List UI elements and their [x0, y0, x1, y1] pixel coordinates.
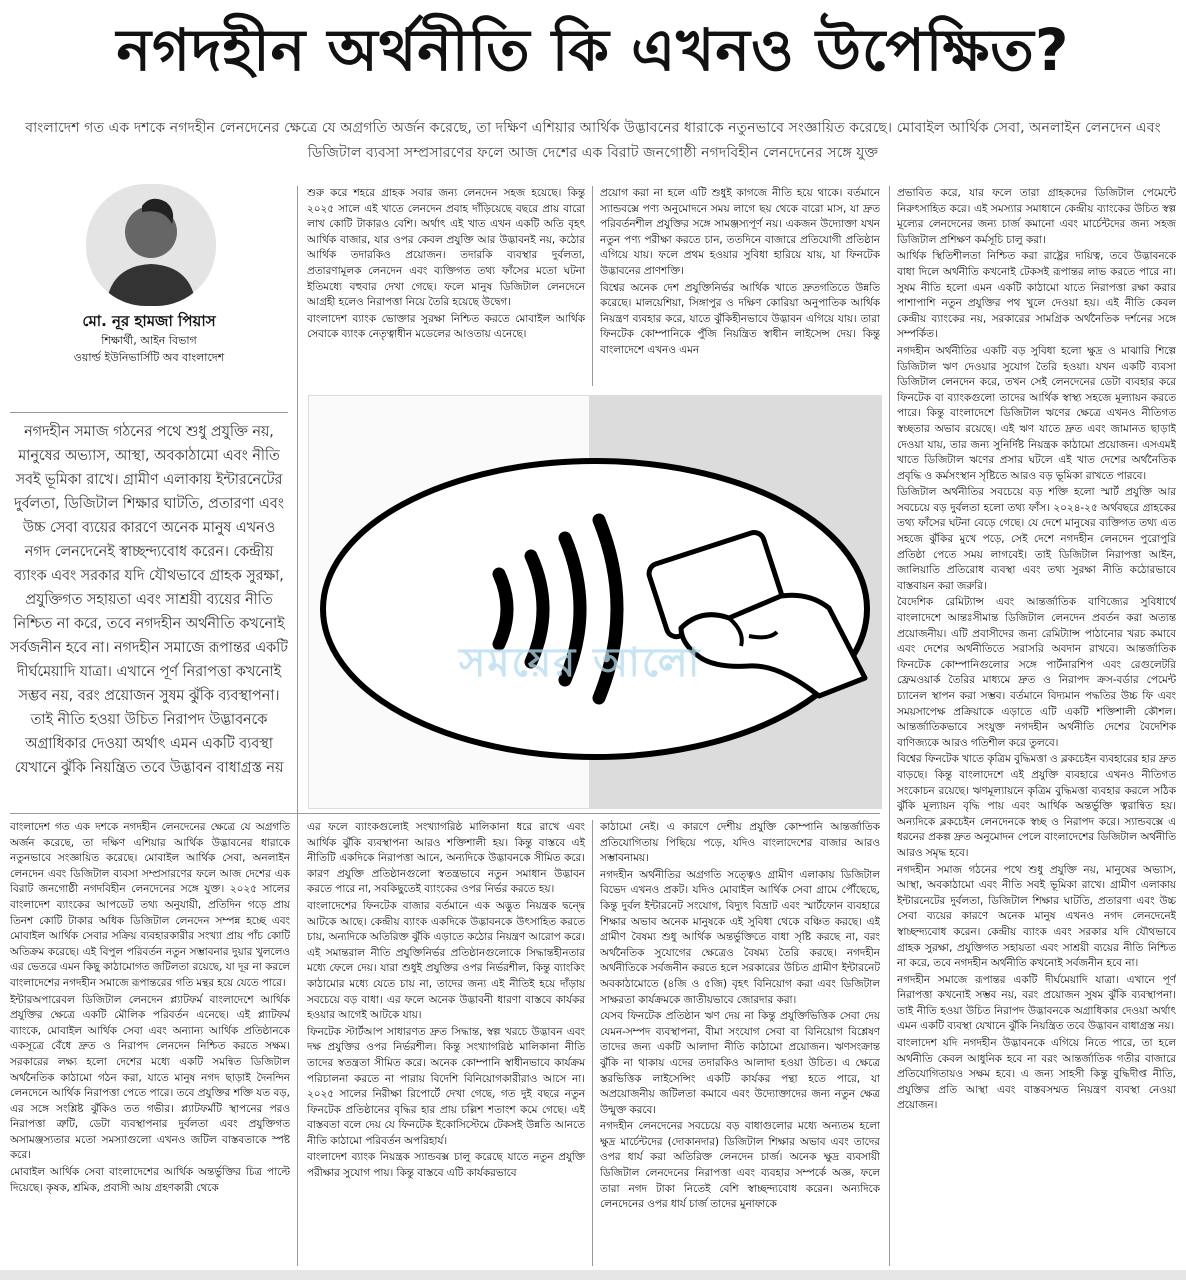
person-icon — [86, 184, 216, 306]
paragraph: বিশ্বের ফিনটেক খাতে কৃত্রিম বুদ্ধিমত্তা ও ব্লকচেইন ব্যবহারের হার দ্রুত বাড়ছে। কিন্তু বাংলাদেশে এই প্রযুক্তি ব্যবহারে এখনও নীতিগত সংকোচন রয়েছে। ঋণমূল্যায়নে কৃত্রিম বুদ্ধিমত্তা ব্যবহার করলে সঠিক ঝুঁকি মূল্যায়ন বৃদ্ধি পায় এবং আর্থিক অন্তর্ভুক্তি ত্বরান্বিত হয়। অন্যদিকে ব্লকচেইন লেনদেনকে স্বচ্ছ ও নিরাপদ করে। স্যান্ডবক্সে এ ধরনের প্রকল্প দ্রুত অনুমোদন পেলে বাংলাদেশের ডিজিটাল অর্থনীতি আরও সমৃদ্ধ হবে। — [897, 753, 1176, 859]
author-institution: ওয়ার্ল্ড ইউনিভার্সিটি অব বাংলাদেশ — [73, 351, 225, 364]
paragraph: আর্থিক স্থিতিশীলতা নিশ্চিত করা রাষ্ট্রের দায়িত্ব, তবে উদ্ভাবনকে বাধা দিলে অর্থনীতি কখনোই টেকসই রূপান্তর লাভ করতে পারে না। সুষম নীতি হলো এমন একটি কাঠামো যাতে নিরাপত্তা রক্ষা করার পাশাপাশি নতুন প্রযুক্তির পথ খুলে দেওয়া হয়। এই নীতি কেবল কেন্দ্রীয় ব্যাংকের নয়, সরকারের সামগ্রিক অর্থনৈতিক দর্শনের সঙ্গে সম্পর্কিত। — [897, 250, 1176, 341]
watermark: সময়ের আলো — [459, 640, 702, 686]
column-2-top — [307, 186, 585, 386]
paragraph: প্রভাবিত করে, যার ফলে তারা গ্রাহকদের ডিজিটাল পেমেন্টে নিরুৎসাহিত করে। এই সমস্যার সমাধানে কেন্দ্রীয় ব্যাংকের উচিত স্বল্প মূল্যের লেনদেনের জন্য চার্জ কমানো এবং মার্চেন্টদের জন্য সহজ ডিজিটাল প্রশিক্ষণ কর্মসূচি চালু করা। — [897, 187, 1176, 246]
paragraph: যেসব ফিনটেক প্রতিষ্ঠান ঋণ দেয় না কিন্তু প্রযুক্তিভিত্তিক সেবা দেয় যেমন-সম্পদ ব্যবস্থাপনা, বীমা সংযোগ সেবা বা বিনিয়োগ বিশ্লেষণ তাদের জন্য একটি আলাদা নীতি কাঠামো প্রয়োজন। ঋণসংক্রান্ত ঝুঁকি না থাকায় এদের তদারকিও আলাদা হওয়া উচিত। এ ক্ষেত্রে স্তরভিত্তিক লাইসেন্সিং একটি কার্যকর পন্থা হতে পারে, যা অপ্রয়োজনীয় জটিলতা কমাবে এবং উদ্যোক্তাদের জন্য নতুন ক্ষেত্র উন্মুক্ত করবে। — [600, 1010, 880, 1116]
paragraph: প্রয়োগ করা না হলে এটি শুধুই কাগজে নীতি হয়ে থাকে। বর্তমানে স্যান্ডবক্সে পণ্য অনুমোদনে সময় লাগে ছয় থেকে বারো মাস, যা দ্রুত পরিবর্তনশীল প্রযুক্তির সঙ্গে সামঞ্জস্যপূর্ণ নয়। একজন উদ্যোক্তা যখন নতুন পণ্য পরীক্ষা করতে চান, ততদিনে বাজারে প্রতিযোগী প্রতিষ্ঠান এগিয়ে যায়। ফলে প্রথম হওয়ার সুবিধা হারিয়ে যায়, যা ফিনটেক উদ্ভাবনের প্রাণশক্তি। — [600, 187, 880, 277]
headline: নগদহীন অর্থনীতি কি এখনও উপেক্ষিত? — [116, 15, 1070, 84]
column-4 — [897, 186, 1176, 1266]
paragraph: বিশ্বের অনেক দেশ প্রযুক্তিনির্ভর আর্থিক খাতে দ্রুতগতিতে উন্নতি করেছে। মালয়েশিয়া, সিঙ্গাপুর ও দক্ষিণ কোরিয়া অনুপাতিক আর্থিক নিয়ন্ত্রণ ব্যবহার করে, যাতে ঝুঁকিহীনভাবে উদ্ভাবন এগিয়ে যায়। তারা ফিনটেক কোম্পানিকে পুঁজি নিয়ন্ত্রিত স্বাধীন লাইসেন্স দেয়। কিন্তু বাংলাদেশে এখনও এমন — [600, 281, 880, 356]
author-avatar — [86, 184, 216, 306]
column-3-bottom — [600, 820, 880, 1268]
author-role: শিক্ষার্থী, আইন বিভাগ — [101, 334, 197, 347]
author-box — [10, 180, 288, 405]
author-name: মো. নূর হামজা পিয়াস — [82, 312, 216, 330]
paragraph: শুরু করে শহরে গ্রাহক সবার জন্য লেনদেন সহজ হয়েছে। কিন্তু ২০২৫ সালে এই খাতে লেনদেন প্রবাহ দাঁড়িয়েছে বছরে প্রায় বারো লাখ কোটি টাকারও বেশি। অর্থাৎ এই খাত এখন একটি অতি বৃহৎ আর্থিক বাজার, যার ওপর কেবল প্রযুক্তি আর উদ্ভাবনই নয়, কঠোর আর্থিক তদারকিও প্রয়োজন। তদারকি ব্যবস্থার দুর্বলতা, প্রতারণামূলক লেনদেন এবং ব্যক্তিগত তথ্য ফাঁসের মতো ঘটনা ইতিমধ্যে বহুবার দেখা গেছে। ফলে মানুষ ডিজিটাল লেনদেনে আগ্রহী হলেও নিরাপত্তা নিয়ে তৈরি হয়েছে উদ্বেগ। — [307, 187, 585, 309]
pullquote: নগদহীন সমাজ গঠনের পথে শুধু প্রযুক্তি নয়, মানুষের অভ্যাস, আস্থা, অবকাঠামো এবং নীতি সবই ভূমিকা রাখে। গ্রামীণ এলাকায় ইন্টারনেটের দুর্বলতা, ডিজিটাল শিক্ষার ঘাটতি, প্রতারণা এবং উচ্চ সেবা ব্যয়ের কারণে অনেক মানুষ এখনও নগদ লেনদেনেই স্বাচ্ছন্দ্যবোধ করেন। কেন্দ্রীয় ব্যাংক এবং সরকার যদি যৌথভাবে গ্রাহক সুরক্ষা, প্রযুক্তিগত সহায়তা এবং সাশ্রয়ী ব্যয়ের নীতি নিশ্চিত না করে, তবে নগদহীন অর্থনীতি কখনোই সর্বজনীন হবে না। নগদহীন সমাজে রূপান্তর একটি দীর্ঘমেয়াদি যাত্রা। এখানে পূর্ণ নিরাপত্তা কখনোই সম্ভব নয়, বরং প্রয়োজন সুষম ঝুঁকি ব্যবস্থাপনা। তাই নীতি হওয়া উচিত নিরাপদ উদ্ভাবনকে অগ্রাধিকার দেওয়া অর্থাৎ এমন একটি ব্যবস্থা যেখানে ঝুঁকি নিয়ন্ত্রিত তবে উদ্ভাবন বাধাগ্রস্ত নয় — [10, 424, 288, 776]
divider — [10, 813, 880, 814]
contactless-icon — [309, 396, 881, 808]
paragraph: নগদহীন সমাজে রূপান্তর একটি দীর্ঘমেয়াদি যাত্রা। এখানে পূর্ণ নিরাপত্তা কখনোই সম্ভব নয়, বরং প্রয়োজন সুষম ঝুঁকি ব্যবস্থাপনা। তাই নীতি হওয়া উচিত নিরাপদ উদ্ভাবনকে অগ্রাধিকার দেওয়া অর্থাৎ এমন একটি ব্যবস্থা যেখানে ঝুঁকি নিয়ন্ত্রিত তবে উদ্ভাবন বাধাগ্রস্ত নয়। — [897, 973, 1176, 1033]
contactless-payment-illustration — [308, 395, 882, 809]
paragraph: বাংলাদেশ গত এক দশকে নগদহীন লেনদেনের ক্ষেত্রে যে অগ্রগতি অর্জন করেছে, তা দক্ষিণ এশিয়ার আর্থিক উদ্ভাবনের ধারাকে নতুনভাবে সংজ্ঞায়িত করেছে। মোবাইল আর্থিক সেবা, অনলাইন লেনদেন এবং ডিজিটাল ব্যবসা সম্প্রসারণের ফলে আজ দেশের এক বিরাট জনগোষ্ঠী নগদবিহীন লেনদেনের সঙ্গে যুক্ত। ২০২৫ সালের বাংলাদেশ ব্যাংকের আপডেট তথ্য অনুযায়ী, প্রতিদিন গড়ে প্রায় তিনশ কোটি টাকার অধিক ডিজিটাল লেনদেন সম্পন্ন হচ্ছে এবং মোবাইল আর্থিক সেবার সক্রিয় ব্যবহারকারীর সংখ্যা প্রায় পাঁচ কোটি অতিক্রম করেছে। এই বিপুল পরিবর্তন নতুন সম্ভাবনার দুয়ার খুললেও এর ভেতরে এমন কিছু কাঠামোগত জটিলতা রয়েছে, যা দূর না করলে বাংলাদেশের নগদহীন সমাজে রূপান্তরের গতি মন্থর হয়ে যেতে পারে। — [10, 821, 290, 989]
paragraph: নগদহীন অর্থনীতির অগ্রগতি সত্ত্বেও গ্রামীণ এলাকায় ডিজিটাল বিভেদ এখনও প্রকট। যদিও মোবাইল আর্থিক সেবা গ্রামে পৌঁছেছে, কিন্তু দুর্বল ইন্টারনেট সংযোগ, বিদ্যুৎ বিভ্রাট এবং স্মার্টফোন ব্যবহারে শিক্ষার অভাব অনেক মানুষকে এই সুবিধা থেকে বঞ্চিত করছে। এই গ্রামীণ বৈষম্য শুধু আর্থিক অন্তর্ভুক্তিতে বাধা সৃষ্টি করছে না, বরং অর্থনৈতিক সুযোগের ক্ষেত্রেও বৈষম্য তৈরি করছে। নগদহীন অর্থনীতিকে সর্বজনীন করতে হলে সরকারের উচিত গ্রামীণ ইন্টারনেট অবকাঠামোতে (৪জি ও ৫জি) বৃহৎ বিনিয়োগ করা এবং ডিজিটাল সাক্ষরতা কার্যক্রমকে জাতীয়ভাবে জোরদার করা। — [600, 868, 880, 1006]
paragraph: বাংলাদেশ ব্যাংক নিয়ন্ত্রক স্যান্ডবক্স চালু করেছে যাতে নতুন প্রযুক্তি পরীক্ষার সুযোগ পায়। কিন্তু বাস্তবে এটি কার্যকরভাবে — [307, 1151, 585, 1180]
column-rule — [297, 186, 298, 1266]
paragraph: ফিনটেক স্টার্টআপ সাধারণত দ্রুত সিদ্ধান্ত, স্বল্প খরচে উদ্ভাবন এবং দক্ষ প্রযুক্তির ওপর নির্ভরশীল। কিন্তু সংখ্যাগরিষ্ঠ মালিকানা নীতি তাদের স্বতন্ত্রতা সীমিত করে। অনেক কোম্পানি স্বাধীনভাবে কার্যক্রম পরিচালনা করতে না পারায় বিদেশি বিনিয়োগকারীরাও আসে না। ২০২৫ সালের নিরীক্ষা রিপোর্টে দেখা গেছে, গত দুই বছরে নতুন ফিনটেক প্রতিষ্ঠানের বৃদ্ধির হার প্রায় চল্লিশ শতাংশ কমে গেছে। এই বাস্তবতা বলে দেয় যে ফিনটেক ইকোসিস্টেমে টেকসই উন্নতি আনতে নীতি কাঠামো পরিবর্তন অপরিহার্য। — [307, 1025, 585, 1147]
column-1-bottom — [10, 820, 290, 1268]
paragraph: এর ফলে ব্যাংকগুলোই সংখ্যাগরিষ্ঠ মালিকানা ধরে রাখে এবং আর্থিক ঝুঁকি ব্যবস্থাপনা আরও শক্তিশালী হয়। কিন্তু বাস্তবে এই নীতিটি একদিকে নিরাপত্তা আনে, অন্যদিকে উদ্ভাবনকে সীমিত করে। কারণ প্রযুক্তি প্রতিষ্ঠানগুলো স্বতন্ত্রভাবে নতুন সমাধান উদ্ভাবন করতে পারে না, সবকিছুতেই ব্যাংকের ওপর নির্ভর করতে হয়। — [307, 821, 585, 896]
paragraph: নগদহীন অর্থনীতির একটি বড় সুবিধা হলো ক্ষুদ্র ও মাঝারি শিল্পে ডিজিটাল ঋণ দেওয়ার সুযোগ তৈরি হওয়া। যখন একটি ব্যবসা ডিজিটাল লেনদেন করে, তখন সেই লেনদেনের ডেটা ব্যবহার করে ফিনটেক বা ব্যাংকগুলো তাদের আর্থিক স্বাস্থ্য সহজে মূল্যায়ন করতে পারে। কিন্তু বাংলাদেশে ডিজিটাল ঋণের ক্ষেত্রে এখনও নীতিগত স্বচ্ছতার অভাব রয়েছে। এই ঋণ যাতে দ্রুত এবং জামানত ছাড়াই দেওয়া যায়, তার জন্য সুনির্দিষ্ট নিয়ন্ত্রক কাঠামো প্রয়োজন। এসএমই খাতে ডিজিটাল ঋণের প্রসার ঘটলে এই খাত দেশের অর্থনৈতিক প্রবৃদ্ধি ও কর্মসংস্থান সৃষ্টিতে আরও বড় ভূমিকা রাখতে পারবে। — [897, 344, 1176, 482]
footer-rule — [0, 1270, 1186, 1280]
column-rule — [592, 820, 593, 1266]
paragraph: বাংলাদেশ ব্যাংক ভোক্তার সুরক্ষা নিশ্চিত করতে মোবাইল আর্থিক সেবাকে ব্যাংক নেতৃত্বাধীন মডেলের আওতায় এনেছে। — [307, 312, 585, 341]
paragraph: নগদহীন সমাজ গঠনের পথে শুধু প্রযুক্তি নয়, মানুষের অভ্যাস, আস্থা, অবকাঠামো এবং নীতি সবই ভূমিকা রাখে। গ্রামীণ এলাকায় ইন্টারনেটের দুর্বলতা, ডিজিটাল শিক্ষার ঘাটতি, প্রতারণা এবং উচ্চ সেবা ব্যয়ের কারণে অনেক মানুষ এখনও নগদ লেনদেনেই স্বাচ্ছন্দ্যবোধ করেন। কেন্দ্রীয় ব্যাংক এবং সরকার যদি যৌথভাবে গ্রাহক সুরক্ষা, প্রযুক্তিগত সহায়তা এবং সাশ্রয়ী ব্যয়ের নীতি নিশ্চিত না করে, তবে নগদহীন অর্থনীতি কখনোই সর্বজনীন হবে না। — [897, 863, 1176, 970]
divider — [10, 412, 288, 413]
article-deck: বাংলাদেশ গত এক দশকে নগদহীন লেনদেনের ক্ষেত্রে যে অগ্রগতি অর্জন করেছে, তা দক্ষিণ এশিয়ার আর্থিক উদ্ভাবনের ধারাকে নতুনভাবে সংজ্ঞায়িত করেছে। মোবাইল আর্থিক সেবা, অনলাইন লেনদেন এবং ডিজিটাল ব্যবসা সম্প্রসারণের ফলে আজ দেশের এক বিরাট জনগোষ্ঠী নগদবিহীন লেনদেনের সঙ্গে যুক্ত — [25, 120, 1161, 161]
paragraph: কাঠামো নেই। এ কারণে দেশীয় প্রযুক্তি কোম্পানি আন্তর্জাতিক প্রতিযোগিতায় পিছিয়ে পড়ে, যদিও বাংলাদেশের বাজার আরও সম্ভাবনাময়। — [600, 821, 880, 865]
paragraph: বাংলাদেশ যদি নগদহীন উদ্ভাবনকে এগিয়ে নিতে পারে, তা হলে অর্থনীতি কেবল আধুনিক হবে না বরং আন্তর্জাতিক গতীর বাজারে প্রতিযোগিতায়ও সক্ষম হবে। এ জন্য সাহসী কিন্তু বুদ্ধিদীপ্ত নীতি, প্রযুক্তির প্রতি আস্থা এবং বাস্তবসম্মত নিয়ন্ত্রণ ব্যবস্থা নেওয়া প্রয়োজন। — [897, 1037, 1176, 1112]
paragraph: নগদহীন লেনদেনের সবচেয়ে বড় বাধাগুলোর মধ্যে অন্যতম হলো ক্ষুদ্র মার্চেন্টদের (দোকানদার) ডিজিটাল শিক্ষার অভাব এবং তাদের ওপর ধার্য করা অতিরিক্ত লেনদেন চার্জ। অনেক ক্ষুদ্র ব্যবসায়ী ডিজিটাল লেনদেনের নিরাপত্তা এবং ব্যবহার সম্পর্কে অজ্ঞ, ফলে তারা নগদ টাকা নিতেই বেশি স্বাচ্ছন্দ্যবোধ করেন। অন্যদিকে লেনদেনের ওপর ধার্য চার্জ তাদের মুনাফাকে — [600, 1120, 880, 1211]
column-rule — [889, 186, 890, 1266]
paragraph: ইন্টারঅপারেবল ডিজিটাল লেনদেন প্ল্যাটফর্ম বাংলাদেশে আর্থিক প্রযুক্তির ক্ষেত্রে একটি মৌলিক পরিবর্তন এনেছে। এই প্ল্যাটফর্ম ব্যাংকে, মোবাইল আর্থিক সেবা এবং অন্যান্য আর্থিক প্রতিষ্ঠানকে একসূত্রে বেঁধে দ্রুত ও নিরাপদ লেনদেন নিশ্চিত করতে সক্ষম। সরকারের লক্ষ্য হলো দেশের মধ্যে একটি সমন্বিত ডিজিটাল অর্থনৈতিক কাঠামো গঠন করা, যাতে মানুষ নগদ ছাড়াই দৈনন্দিন লেনদেনে আর্থিক নিরাপত্তা পেতে পারে। তবে প্রযুক্তির শক্তি যত বড়, এর সঙ্গে সংশ্লিষ্ট ঝুঁকিও তত গভীর। প্ল্যাটফর্মটি স্থাপনের পরও নিরাপত্তা ত্রুটি, ডেটা ব্যবস্থাপনার দুর্বলতা এবং প্রযুক্তিগত অসামঞ্জস্যতার মতো সমস্যাগুলো এখনও জটিল বাস্তবতাকে স্পষ্ট করে। — [10, 993, 290, 1162]
column-2-bottom — [307, 820, 585, 1268]
paragraph: মোবাইল আর্থিক সেবা বাংলাদেশের আর্থিক অন্তর্ভুক্তির চিত্র পাল্টে দিয়েছে। কৃষক, শ্রমিক, প্রবাসী আয় গ্রহণকারী থেকে — [10, 1166, 290, 1194]
column-rule — [592, 186, 593, 386]
paragraph: বাংলাদেশের ফিনটেক বাজার বর্তমানে এক অদ্ভুত নিয়ন্ত্রক দ্বন্দ্বে আটকে আছে। কেন্দ্রীয় ব্যাংক একদিকে উদ্ভাবনকে উৎসাহিত করতে চায়, অন্যদিকে অতিরিক্ত ঝুঁকি এড়াতে কঠোর নিয়ন্ত্রণ আরোপ করে। এই সমান্তরাল নীতি প্রযুক্তিনির্ভর প্রতিষ্ঠানগুলোকে সিদ্ধান্তহীনতার মধ্যে ফেলে দেয়। যারা শুধুই প্রযুক্তির ওপর নির্ভরশীল, কিন্তু ব্যাংকিং কাঠামোর মধ্যে যেতে চায় না, তাদের জন্য এই নীতিই হয়ে দাঁড়ায় সবচেয়ে বড় বাধা। এর ফলে অনেক উদ্ভাবনী ধারণা বাস্তবে কার্যকর হওয়ার আগেই আটকে যায়। — [307, 899, 585, 1022]
paragraph: ডিজিটাল অর্থনীতির সবচেয়ে বড় শক্তি হলো স্মার্ট প্রযুক্তি আর সবচেয়ে বড় দুর্বলতা হলো তথ্য ফাঁস। ২০২৪-২৫ অর্থবছরে গ্রাহকের তথ্য ফাঁসের ঘটনা বেড়ে গেছে। যে দেশে মানুষের ব্যক্তিগত তথ্য এত সহজে ঝুঁকির মুখে পড়ে, সেই দেশে নগদহীন লেনদেন পুরোপুরি প্রতিষ্ঠা পেতে সময় লাগবেই। তাই ডিজিটাল নিরাপত্তা আইন, জালিয়াতি প্রতিরোধ ব্যবস্থা এবং তথ্য সুরক্ষা নীতি কঠোরভাবে বাস্তবায়ন করা জরুরি। — [897, 486, 1176, 592]
paragraph: বৈদেশিক রেমিট্যান্স এবং আন্তর্জাতিক বাণিজ্যের সুবিধার্থে বাংলাদেশে আন্তঃসীমান্ত ডিজিটাল লেনদেন প্রবর্তন করা অত্যন্ত প্রয়োজনীয়। এটি প্রবাসীদের জন্য রেমিট্যান্স পাঠানোর খরচ কমাবে এবং দেশের অর্থনীতিতে সরাসরি অবদান রাখবে। আন্তর্জাতিক ফিনটেক কোম্পানিগুলোর সঙ্গে পার্টনারশিপ এবং রেগুলেটরি ফ্রেমওয়ার্ক তৈরির মাধ্যমে দ্রুত ও নিরাপদ ক্রস-বর্ডার পেমেন্ট চ্যানেল স্থাপন করা সম্ভব। বর্তমানে বিদ্যমান পদ্ধতির উচ্চ ফি এবং সময়সাপেক্ষ প্রক্রিয়াকে এড়াতে এটি একটি শক্তিশালী কৌশল। আন্তর্জাতিকভাবে সংযুক্ত নগদহীন অর্থনীতি দেশের বৈদেশিক বাণিজ্যকে আরও গতিশীল করে তুলবে। — [897, 596, 1176, 749]
column-3-top — [600, 186, 880, 386]
